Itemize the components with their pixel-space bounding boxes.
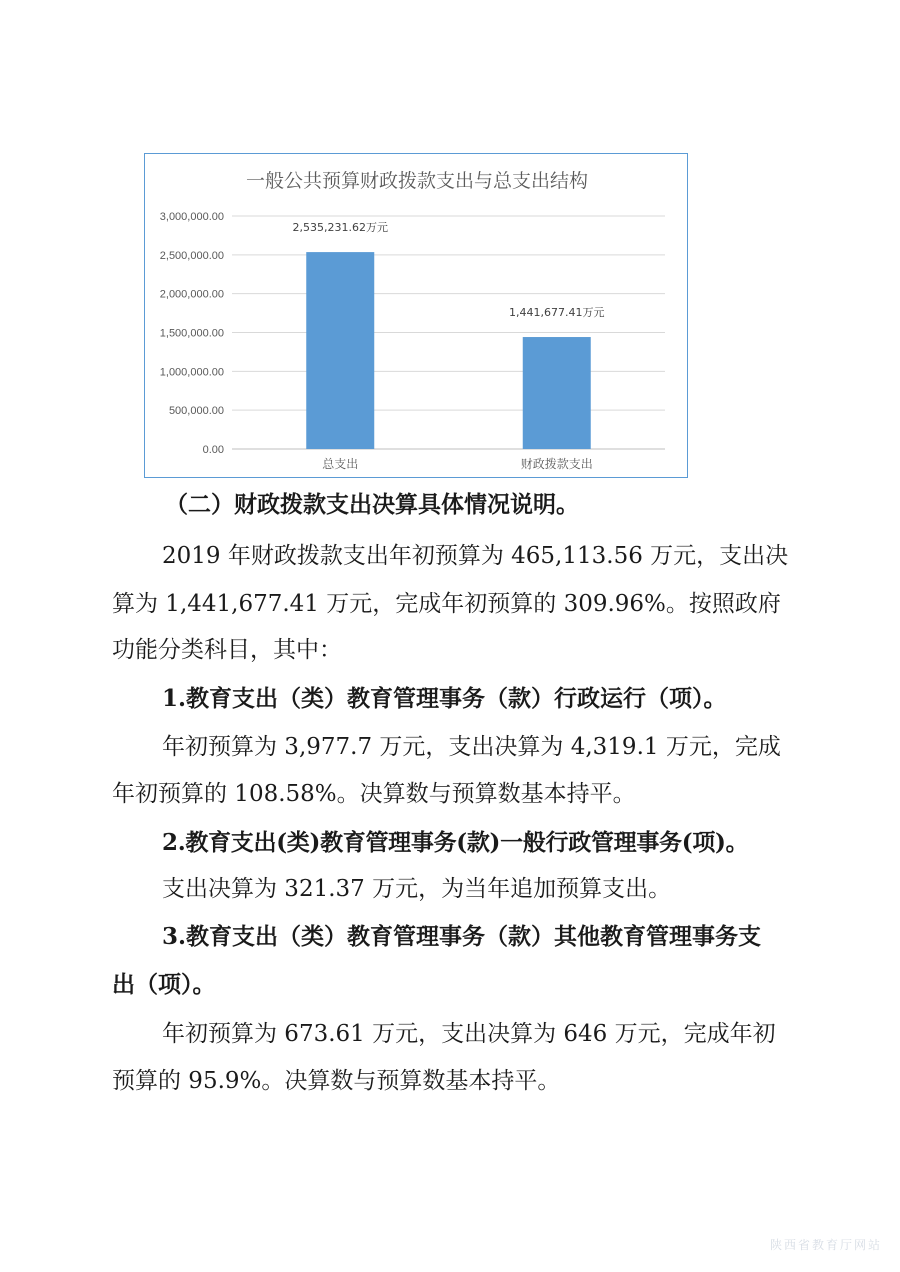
item1-line-1: 年初预算为 3,977.7 万元，支出决算为 4,319.1 万元，完成 xyxy=(162,734,781,760)
chart-bars xyxy=(293,221,605,471)
bar-chart xyxy=(144,153,688,478)
item3-line-2: 预算的 95.9%。决算数与预算数基本持平。 xyxy=(112,1068,561,1094)
y-tick-label: 3,000,000.00 xyxy=(159,211,224,223)
intro-line-1: 2019 年财政拨款支出年初预算为 465,113.56 万元，支出决 xyxy=(162,543,789,569)
item1-heading: 1.教育支出（类）教育管理事务（款）行政运行（项）。 xyxy=(162,685,727,712)
chart-title: 一般公共预算财政拨款支出与总支出结构 xyxy=(245,170,589,192)
x-category-label: 总支出 xyxy=(322,457,359,471)
x-category-label: 财政拨款支出 xyxy=(520,457,593,471)
bar xyxy=(523,337,591,449)
y-tick-label: 2,500,000.00 xyxy=(159,249,224,262)
item3-heading-line-2: 出（项）。 xyxy=(112,971,216,998)
y-tick-label: 1,500,000.00 xyxy=(159,327,224,340)
item3-heading-line-1: 3.教育支出（类）教育管理事务（款）其他教育管理事务支 xyxy=(162,923,762,950)
y-tick-label: 1,000,000.00 xyxy=(159,366,224,379)
y-tick-label: 0.00 xyxy=(202,444,224,456)
bar-data-label: 1,441,677.41万元 xyxy=(509,306,605,320)
bar xyxy=(306,252,374,449)
item3-line-1: 年初预算为 673.61 万元，支出决算为 646 万元，完成年初 xyxy=(162,1021,776,1047)
item2-heading: 2.教育支出(类)教育管理事务(款)一般行政管理事务(项)。 xyxy=(162,829,749,856)
section-heading: （二）财政拨款支出决算具体情况说明。 xyxy=(165,491,579,518)
y-tick-label: 500,000.00 xyxy=(168,405,224,418)
item1-line-2: 年初预算的 108.58%。决算数与预算数基本持平。 xyxy=(112,781,636,807)
intro-line-3: 功能分类科目，其中： xyxy=(112,637,342,663)
y-tick-label: 2,000,000.00 xyxy=(159,288,224,301)
bar-data-label: 2,535,231.62万元 xyxy=(292,221,388,235)
chart-canvas xyxy=(145,154,689,479)
intro-line-2: 算为 1,441,677.41 万元，完成年初预算的 309.96%。按照政府 xyxy=(112,591,781,617)
watermark: 陕西省教育厅网站 xyxy=(769,1238,882,1252)
item2-line-1: 支出决算为 321.37 万元，为当年追加预算支出。 xyxy=(162,876,672,902)
